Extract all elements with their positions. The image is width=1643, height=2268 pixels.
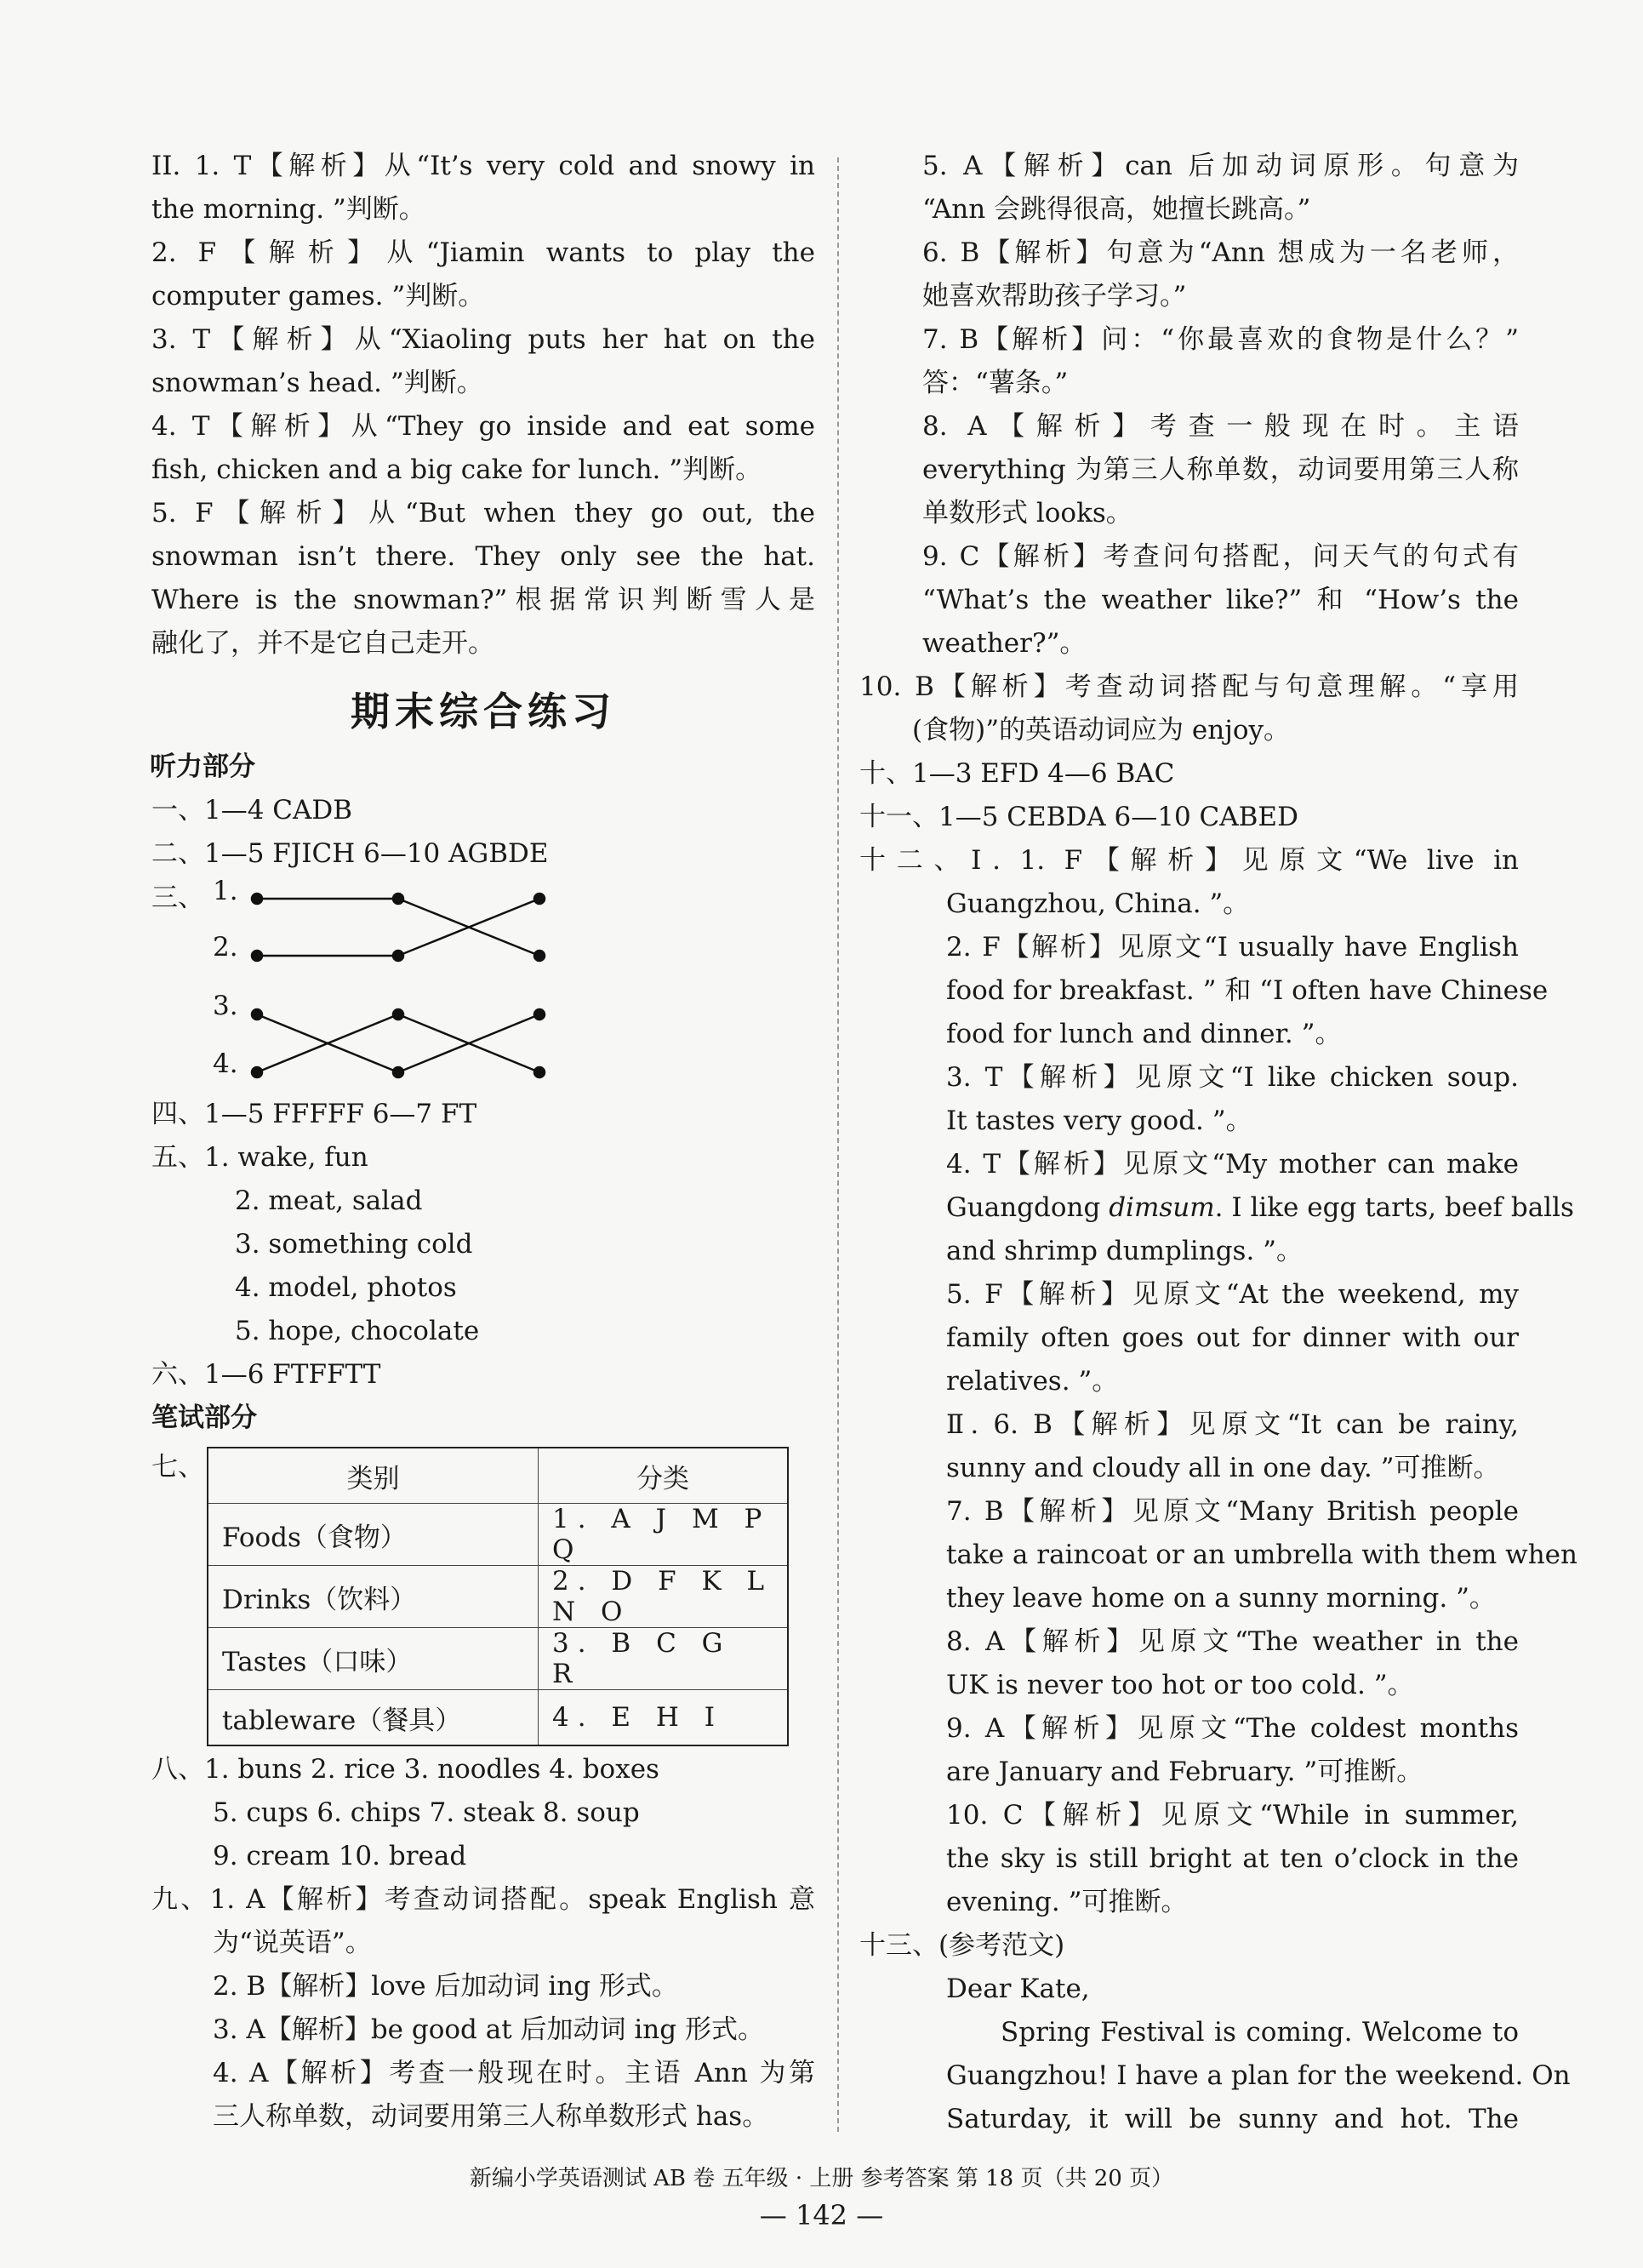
table-prefix: 七、: [151, 1452, 204, 1482]
text-line: 10. B【解析】考查动词搭配与句意理解。“享用: [859, 671, 1519, 702]
text-line: Saturday, it will be sunny and hot. The: [946, 2104, 1519, 2134]
text-line: sunny and cloudy all in one day. ”可推断。: [946, 1453, 1500, 1483]
text-line: 4. A【解析】考查一般现在时。主语 Ann 为第: [213, 2058, 815, 2088]
text-line: 9. C【解析】考查问句搭配，问天气的句式有: [922, 541, 1519, 572]
table-row: [208, 1566, 788, 1628]
match-dot: [393, 1067, 403, 1077]
text-line: 9. cream 10. bread: [213, 1841, 467, 1871]
text-line: Dear Kate,: [946, 1974, 1090, 2004]
text-line: Ⅱ. 6. B【解析】见原文“It can be rainy,: [946, 1409, 1519, 1440]
text-line: relatives. ”。: [946, 1366, 1119, 1397]
matching-prefix: 三、: [151, 883, 204, 913]
matching-label: 3.: [213, 991, 238, 1021]
table-row: [208, 1690, 788, 1746]
text-line: everything 为第三人称单数，动词要用第三人称: [922, 454, 1519, 485]
text-line: food for lunch and dinner. ”。: [946, 1019, 1342, 1049]
text-line: 她喜欢帮助孩子学习。”: [922, 281, 1187, 311]
match-dot: [393, 951, 403, 961]
text-line: family often goes out for dinner with our: [946, 1323, 1519, 1353]
table-cell: Drinks（饮料）: [208, 1566, 539, 1628]
matching-lines: [151, 876, 577, 1093]
text-line: 六、1—6 FTFFTT: [151, 1359, 381, 1390]
matching-diagram: [151, 876, 815, 1093]
text-line: 5. F【解析】见原文“At the weekend, my: [946, 1279, 1519, 1310]
text-line: Guangzhou, China. ”。: [946, 888, 1250, 919]
text-line: snowman’s head. ”判断。: [151, 368, 483, 398]
text-line: 4. model, photos: [235, 1272, 457, 1303]
text-line: 3. A【解析】be good at 后加动词 ing 形式。: [213, 2014, 764, 2045]
text-line: snowman isn’t there. They only see the hat.: [151, 541, 815, 572]
text-line: 2. F【解析】从“Jiamin wants to play the: [151, 237, 815, 268]
left-block-a: [151, 145, 815, 666]
text-span: . I like egg tarts, beef balls: [1214, 1192, 1574, 1223]
text-line: II. 1. T【解析】从“It’s very cold and snowy in: [151, 151, 815, 181]
match-dot: [534, 951, 545, 961]
text-line: 6. B【解析】句意为“Ann 想成为一名老师，: [922, 237, 1519, 268]
match-dot: [393, 1009, 403, 1020]
text-line: 二、1—5 FJICH 6—10 AGBDE: [151, 838, 549, 869]
text-line: 四、1—5 FFFFF 6—7 FT: [151, 1099, 477, 1129]
text-line: 十、1—3 EFD 4—6 BAC: [859, 758, 1175, 789]
text-line: 十一、1—5 CEBDA 6—10 CABED: [859, 802, 1298, 832]
text-line: 7. B【解析】问：“你最喜欢的食物是什么？”: [922, 324, 1519, 355]
match-dot: [252, 1009, 262, 1020]
text-line: and shrimp dumplings. ”。: [946, 1236, 1303, 1266]
listening-header: 听力部分: [150, 751, 255, 782]
text-line: 九、1. A【解析】考查动词搭配。speak English 意: [151, 1884, 815, 1915]
left-column: [151, 145, 815, 2139]
right-column: [859, 145, 1577, 2141]
table-cell: 3. B C G R: [539, 1628, 789, 1690]
page-number: — 142 —: [759, 2199, 884, 2231]
matching-label: 4.: [213, 1048, 238, 1079]
text-line: 3. something cold: [235, 1229, 473, 1260]
text-line: 一、1—4 CADB: [151, 795, 353, 826]
text-line: 融化了，并不是它自己走开。: [151, 628, 494, 659]
text-line: Spring Festival is coming. Welcome to: [1001, 2017, 1519, 2048]
text-line: 4. T【解析】从“They go inside and eat some: [151, 411, 815, 442]
text-line: 5. cups 6. chips 7. steak 8. soup: [213, 1797, 640, 1828]
text-line: Where is the snowman?”根据常识判断雪人是: [151, 585, 815, 615]
text-line: take a raincoat or an umbrella with them when: [946, 1540, 1577, 1570]
text-line: 5. F【解析】从“But when they go out, the: [151, 498, 815, 528]
text-line: the morning. ”判断。: [151, 194, 425, 225]
match-dot: [252, 1067, 262, 1077]
text-line: 十三、(参考范文): [859, 1930, 1065, 1961]
text-line: 5. A【解析】can 后加动词原形。句意为: [922, 151, 1519, 181]
text-line: 3. T【解析】见原文“I like chicken soup.: [946, 1062, 1519, 1093]
text-line: 三人称单数，动词要用第三人称单数形式 has。: [213, 2101, 769, 2132]
right-block-c: [859, 883, 1577, 1924]
text-line: It tastes very good. ”。: [946, 1105, 1252, 1136]
dimsum-line: [946, 1186, 1574, 1230]
text-line: “What’s the weather like?” 和 “How’s the: [922, 585, 1519, 615]
text-line: 7. B【解析】见原文“Many British people: [946, 1496, 1519, 1527]
text-line: 4. T【解析】见原文“My mother can make: [946, 1149, 1519, 1180]
page-footer: 新编小学英语测试 AB 卷 五年级 · 上册 参考答案 第 18 页（共 20 页）: [469, 2166, 1174, 2191]
table-row: [208, 1504, 788, 1566]
text-line: 为“说英语”。: [213, 1928, 372, 1958]
text-line: 十二、Ⅰ. 1. F【解析】见原文“We live in: [859, 845, 1519, 876]
text-line: computer games. ”判断。: [151, 281, 485, 311]
match-dot: [252, 894, 262, 904]
text-line: 答：“薯条。”: [922, 368, 1069, 398]
section-title: 期末综合练习: [351, 688, 616, 734]
column-divider: [837, 157, 839, 2132]
writing-header: 笔试部分: [151, 1403, 257, 1433]
text-line: 8. A【解析】见原文“The weather in the: [946, 1626, 1519, 1657]
category-table-block: [151, 1442, 815, 1748]
text-line: fish, chicken and a big cake for lunch. ”判断。: [151, 454, 762, 485]
text-line: food for breakfast. ” 和 “I often have Chinese: [946, 975, 1549, 1006]
text-line: 9. A【解析】见原文“The coldest months: [946, 1713, 1519, 1744]
text-line: (食物)”的英语动词应为 enjoy。: [912, 715, 1290, 746]
category-table: [207, 1447, 789, 1746]
match-dot: [534, 894, 545, 904]
matching-label: 1.: [213, 876, 238, 906]
text-line: are January and February. ”可推断。: [946, 1757, 1423, 1787]
table-row: [208, 1628, 788, 1690]
table-header-cell: 类别: [208, 1448, 539, 1504]
text-line: Guangzhou! I have a plan for the weekend. On: [946, 2060, 1571, 2091]
text-line: 8. A【解析】考查一般现在时。主语: [922, 411, 1519, 442]
text-line: evening. ”可推断。: [946, 1887, 1188, 1917]
letter-block: [859, 1968, 1571, 2141]
text-line: 3. T【解析】从“Xiaoling puts her hat on the: [151, 324, 815, 355]
matching-label: 2.: [213, 932, 238, 963]
text-line: 单数形式 looks。: [922, 498, 1132, 528]
text-line: 10. C【解析】见原文“While in summer,: [946, 1800, 1519, 1831]
text-line: weather?”。: [922, 628, 1087, 659]
table-cell: 2. D F K L N O: [539, 1566, 789, 1628]
text-line: 2. B【解析】love 后加动词 ing 形式。: [213, 1971, 678, 2002]
table-cell: 4. E H I: [539, 1690, 789, 1746]
table-header-cell: 分类: [539, 1448, 789, 1504]
table-header-row: [208, 1448, 788, 1504]
text-line: they leave home on a sunny morning. ”。: [946, 1583, 1496, 1614]
match-dot: [534, 1067, 545, 1077]
text-line: 2. F【解析】见原文“I usually have English: [946, 932, 1519, 963]
match-dot: [393, 894, 403, 904]
table-cell: Foods（食物）: [208, 1504, 539, 1566]
text-line: UK is never too hot or too cold. ”。: [946, 1670, 1414, 1700]
text-line: 5. hope, chocolate: [235, 1316, 480, 1346]
match-dot: [534, 1009, 545, 1020]
text-line: “Ann 会跳得很高，她擅长跳高。”: [922, 194, 1311, 225]
table-cell: Tastes（口味）: [208, 1628, 539, 1690]
table-cell: tableware（餐具）: [208, 1690, 539, 1746]
text-span: Guangdong: [946, 1192, 1110, 1223]
match-dot: [252, 951, 262, 961]
table-cell: 1. A J M P Q: [539, 1504, 789, 1566]
text-line: the sky is still bright at ten o’clock in the: [946, 1843, 1519, 1874]
text-line: 八、1. buns 2. rice 3. noodles 4. boxes: [151, 1754, 659, 1785]
italic-term: dimsum: [1109, 1192, 1215, 1223]
right-block-a: [859, 145, 1519, 666]
text-line: 五、1. wake, fun: [151, 1142, 368, 1173]
text-line: 2. meat, salad: [235, 1185, 423, 1216]
